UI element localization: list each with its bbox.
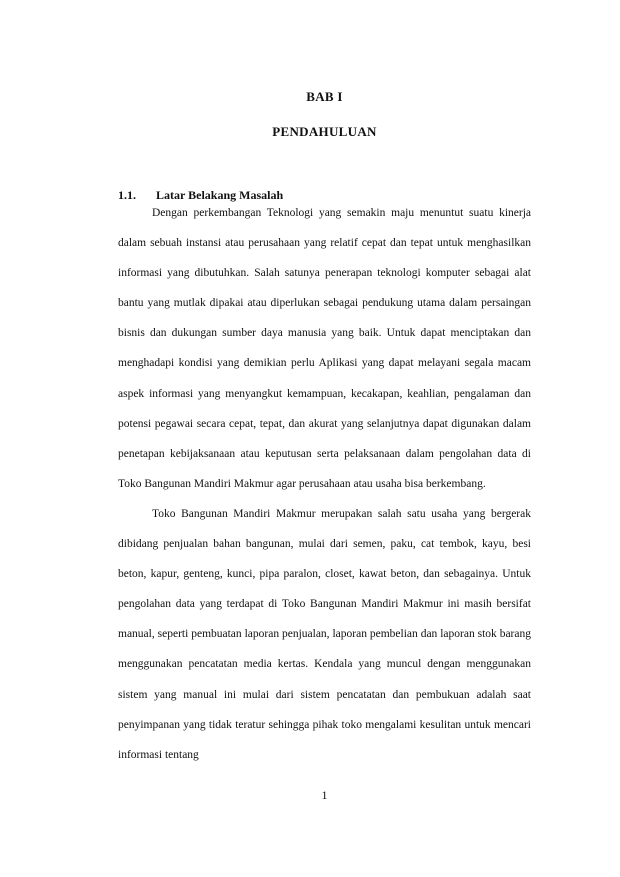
body-text <box>118 198 531 770</box>
section-title: Latar Belakang Masalah <box>156 188 284 202</box>
chapter-number: BAB I <box>306 89 343 104</box>
paragraph: Dengan perkembangan Teknologi yang semakin maju menuntut suatu kinerja dalam sebuah instansi atau perusahaan yang relatif cepat dan tepat untuk menghasilkan informasi yang dibutuhkan. Salah satunya penerapan teknologi komputer sebagai alat bantu yang mutlak dipakai atau diperlukan sebagai pendukung utama dalam persaingan bisnis dan dukungan sumber daya manusia yang baik. Untuk dapat menciptakan dan menghadapi kondisi yang demikian perlu Aplikasi yang dapat melayani segala macam aspek informasi yang menyangkut kemampuan, kecakapan, keahlian, pengalaman dan potensi pegawai secara cepat, tepat, dan akurat yang selanjutnya dapat digunakan dalam penetapan kebijaksanaan atau keputusan serta pelaksanaan dalam pengolahan data di Toko Bangunan Mandiri Makmur agar perusahaan atau usaha bisa berkembang. <box>118 207 531 490</box>
section-number: 1.1. <box>118 188 136 202</box>
page-number: 1 <box>321 788 328 802</box>
paragraph: Toko Bangunan Mandiri Makmur merupakan salah satu usaha yang bergerak dibidang penjualan bahan bangunan, mulai dari semen, paku, cat tembok, kayu, besi beton, kapur, genteng, kunci, pipa paralon, closet, kawat beton, dan sebagainya. Untuk pengolahan data yang terdapat di Toko Bangunan Mandiri Makmur ini masih bersifat manual, seperti pembuatan laporan penjualan, laporan pembelian dan laporan stok barang menggunakan pencatatan media kertas. Kendala yang muncul dengan menggunakan sistem yang manual ini mulai dari sistem pencatatan dan pembukuan adalah saat penyimpanan yang tidak teratur sehingga pihak toko mengalami kesulitan untuk mencari informasi tentang <box>118 507 531 761</box>
chapter-title: PENDAHULUAN <box>272 124 377 139</box>
